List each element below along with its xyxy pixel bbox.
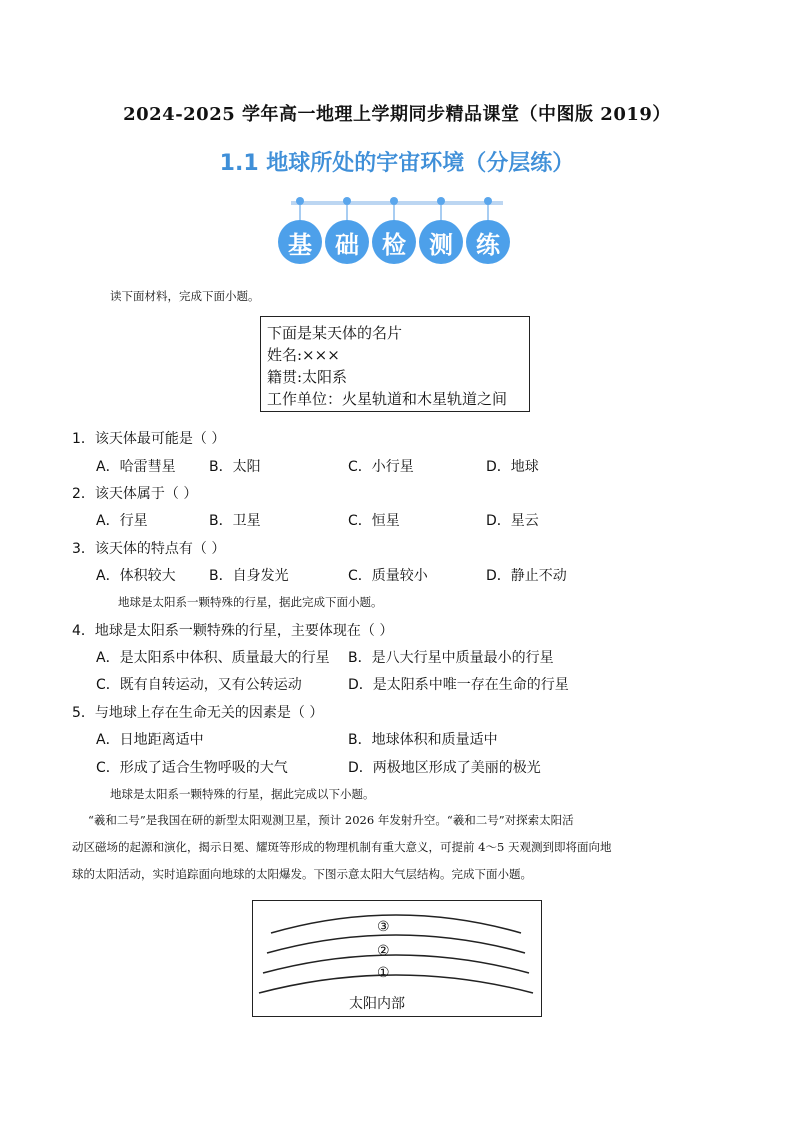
q2-option-b: B．卫星 xyxy=(209,513,261,529)
rail-stem xyxy=(440,205,442,221)
q4-option-c: C．既有自转运动，又有公转运动 xyxy=(96,677,302,693)
badge-lian: 练 xyxy=(466,220,510,264)
rail-dot xyxy=(296,197,304,205)
passage-line-3: 球的太阳活动，实时追踪面向地球的太阳爆发。下图示意太阳大气层结构。完成下面小题。 xyxy=(72,867,532,881)
lesson-title: 1.1 地球所处的宇宙环境（分层练） xyxy=(219,151,575,176)
card-line-3: 籍贯:太阳系 xyxy=(267,368,348,386)
q2-option-c: C．恒星 xyxy=(348,513,400,529)
rail-stem xyxy=(393,205,395,221)
layer-arc-outer xyxy=(271,915,521,933)
q4-option-b: B．是八大行星中质量最小的行星 xyxy=(348,650,554,666)
q5-option-b: B．地球体积和质量适中 xyxy=(348,732,498,748)
badge-ce: 测 xyxy=(419,220,463,264)
q3-option-d: D．静止不动 xyxy=(486,568,567,584)
badge-ji: 基 xyxy=(278,220,322,264)
intro-text-2: 地球是太阳系一颗特殊的行星，据此完成下面小题。 xyxy=(118,595,383,609)
layer-arc-3 xyxy=(263,955,529,973)
rail-dot xyxy=(484,197,492,205)
q3-option-c: C．质量较小 xyxy=(348,568,428,584)
rail-stem xyxy=(487,205,489,221)
layer-arc-inner xyxy=(259,975,533,993)
q2-option-a: A．行星 xyxy=(96,513,148,529)
question-4-stem: 4．地球是太阳系一颗特殊的行星，主要体现在（ ） xyxy=(72,623,394,639)
q1-option-d: D．地球 xyxy=(486,459,539,475)
badge-jian: 检 xyxy=(372,220,416,264)
intro-text-1: 读下面材料，完成下面小题。 xyxy=(110,289,260,303)
layer-label-1: ① xyxy=(377,965,390,981)
question-2-stem: 2．该天体属于（ ） xyxy=(72,486,198,502)
q4-option-d: D．是太阳系中唯一存在生命的行星 xyxy=(348,677,569,693)
rail-stem xyxy=(346,205,348,221)
badge-chu: 础 xyxy=(325,220,369,264)
card-line-4: 工作单位：火星轨道和木星轨道之间 xyxy=(267,390,508,408)
celestial-card xyxy=(260,316,530,412)
rail-dot xyxy=(390,197,398,205)
sun-atmosphere-diagram xyxy=(252,900,542,1017)
question-1-stem: 1．该天体最可能是（ ） xyxy=(72,431,226,447)
document-title: 2024-2025 学年高一地理上学期同步精品课堂（中图版 2019） xyxy=(123,104,671,125)
rail-stem xyxy=(299,205,301,221)
passage-line-2: 动区磁场的起源和演化，揭示日冕、耀斑等形成的物理机制有重大意义，可提前 4～5 天观测到即将面向地 xyxy=(72,840,612,854)
intro-text-3: 地球是太阳系一颗特殊的行星，据此完成以下小题。 xyxy=(110,787,375,801)
rail-dot xyxy=(437,197,445,205)
rail-dot xyxy=(343,197,351,205)
q1-option-c: C．小行星 xyxy=(348,459,414,475)
sun-interior-label: 太阳内部 xyxy=(349,996,405,1012)
q3-option-a: A．体积较大 xyxy=(96,568,176,584)
q1-option-a: A．哈雷彗星 xyxy=(96,459,176,475)
q5-option-c: C．形成了适合生物呼吸的大气 xyxy=(96,760,288,776)
passage-line-1: “羲和二号”是我国在研的新型太阳观测卫星，预计 2026 年发射升空。“羲和二号”对探索太阳活 xyxy=(88,813,574,827)
q3-option-b: B．自身发光 xyxy=(209,568,289,584)
question-3-stem: 3．该天体的特点有（ ） xyxy=(72,541,226,557)
layer-arc-2 xyxy=(267,935,525,953)
q2-option-d: D．星云 xyxy=(486,513,539,529)
layer-label-2: ② xyxy=(377,943,390,959)
question-5-stem: 5．与地球上存在生命无关的因素是（ ） xyxy=(72,705,324,721)
q1-option-b: B．太阳 xyxy=(209,459,261,475)
q4-option-a: A．是太阳系中体积、质量最大的行星 xyxy=(96,650,330,666)
layer-label-3: ③ xyxy=(377,919,390,935)
q5-option-d: D．两极地区形成了美丽的极光 xyxy=(348,760,541,776)
card-line-2: 姓名:××× xyxy=(267,346,340,364)
q5-option-a: A．日地距离适中 xyxy=(96,732,204,748)
card-line-1: 下面是某天体的名片 xyxy=(267,324,403,342)
